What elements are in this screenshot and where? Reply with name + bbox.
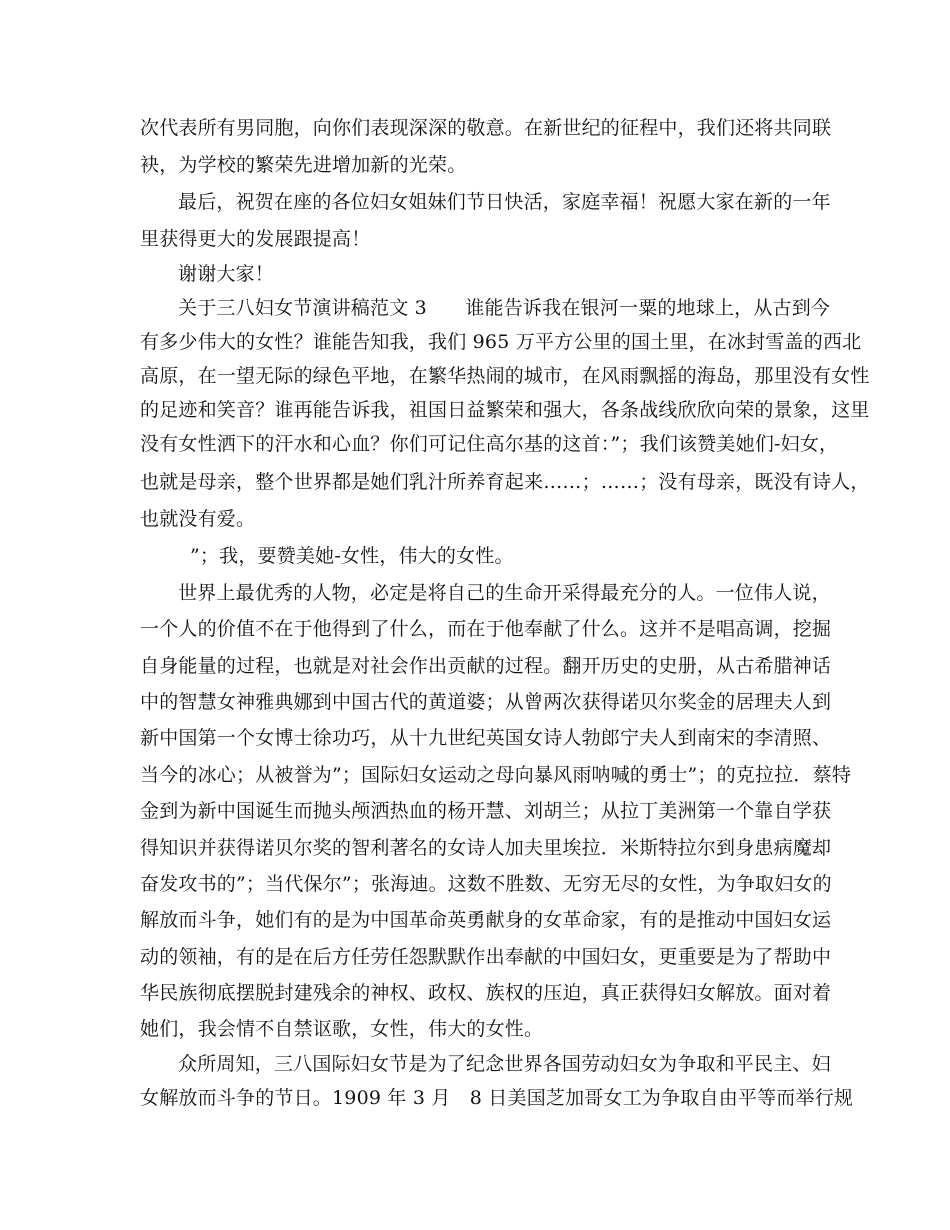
text-line: 金到为新中国诞生而抛头颅洒热血的杨开慧、刘胡兰；从拉丁美洲第一个靠自学获 [140,800,832,822]
text-line: 中的智慧女神雅典娜到中国古代的黄道婆；从曾两次获得诺贝尔奖金的居理夫人到 [140,691,832,713]
text-line: 当今的冰心；从被誉为”；国际妇女运动之母向暴风雨呐喊的勇士”；的克拉拉．蔡特 [140,764,852,786]
text-line: 动的领袖，有的是在后方任劳任怨默默作出奉献的中国妇女，更重要是为了帮助中 [140,946,832,968]
text-line: 众所周知，三八国际妇女节是为了纪念世界各国劳动妇女为争取和平民主、妇 [178,1053,831,1075]
text-line: 次代表所有男同胞，向你们表现深深的敬意。在新世纪的征程中，我们还将共同联 [140,117,832,139]
text-line: ”；我，要赞美她-女性，伟大的女性。 [190,545,514,567]
text-line: 解放而斗争，她们有的是为中国革命英勇献身的女革命家，有的是推动中国妇女运 [140,909,832,931]
text-line: 里获得更大的发展跟提高！ [140,228,371,250]
text-line: 自身能量的过程，也就是对社会作出贡献的过程。翻开历史的史册，从古希腊神话 [140,655,832,677]
text-line: 袂，为学校的繁荣先进增加新的光荣。 [140,154,467,176]
text-line: 也就是母亲，整个世界都是她们乳汁所养育起来……；……；没有母亲，既没有诗人， [140,471,870,493]
text-line: 世界上最优秀的人物，必定是将自己的生命开采得最充分的人。一位伟人说， [178,582,831,604]
text-line: 她们，我会情不自禁讴歌，女性，伟大的女性。 [140,1018,544,1040]
text-line: 高原，在一望无际的绿色平地，在繁华热闹的城市，在风雨飘摇的海岛，那里没有女性 [140,365,870,387]
text-line: 奋发攻书的”；当代保尔”；张海迪。这数不胜数、无穷无尽的女性，为争取妇女的 [140,873,832,895]
text-line: 没有女性洒下的汗水和心血？你们可记住高尔基的这首：”；我们该赞美她们-妇女， [140,433,839,455]
text-line: 也就没有爱。 [140,508,256,530]
text-line: 有多少伟大的女性？谁能告知我，我们 965 万平方公里的国土里，在冰封雪盖的西北 [140,331,862,353]
text-line: 女解放而斗争的节日。1909 年 3 月 8 日美国芝加哥女工为争取自由平等而举行规 [140,1087,854,1109]
text-line: 关于三八妇女节演讲稿范文 3 谁能告诉我在银河一粟的地球上，从古到今 [178,297,831,319]
text-line: 最后，祝贺在座的各位妇女姐妹们节日快活，家庭幸福！祝愿大家在新的一年 [178,191,831,213]
text-line: 得知识并获得诺贝尔奖的智利著名的女诗人加夫里埃拉．米斯特拉尔到身患病魔却 [140,837,832,859]
text-line: 的足迹和笑音？谁再能告诉我，祖国日益繁荣和强大，各条战线欣欣向荣的景象，这里 [140,399,870,421]
text-line: 新中国第一个女博士徐功巧，从十九世纪英国女诗人勃郎宁夫人到南宋的李清照、 [140,727,832,749]
text-line: 一个人的价值不在于他得到了什么，而在于他奉献了什么。这并不是唱高调，挖掘 [140,618,832,640]
text-line: 华民族彻底摆脱封建残余的神权、政权、族权的压迫，真正获得妇女解放。面对着 [140,982,832,1004]
text-line: 谢谢大家！ [178,263,275,285]
